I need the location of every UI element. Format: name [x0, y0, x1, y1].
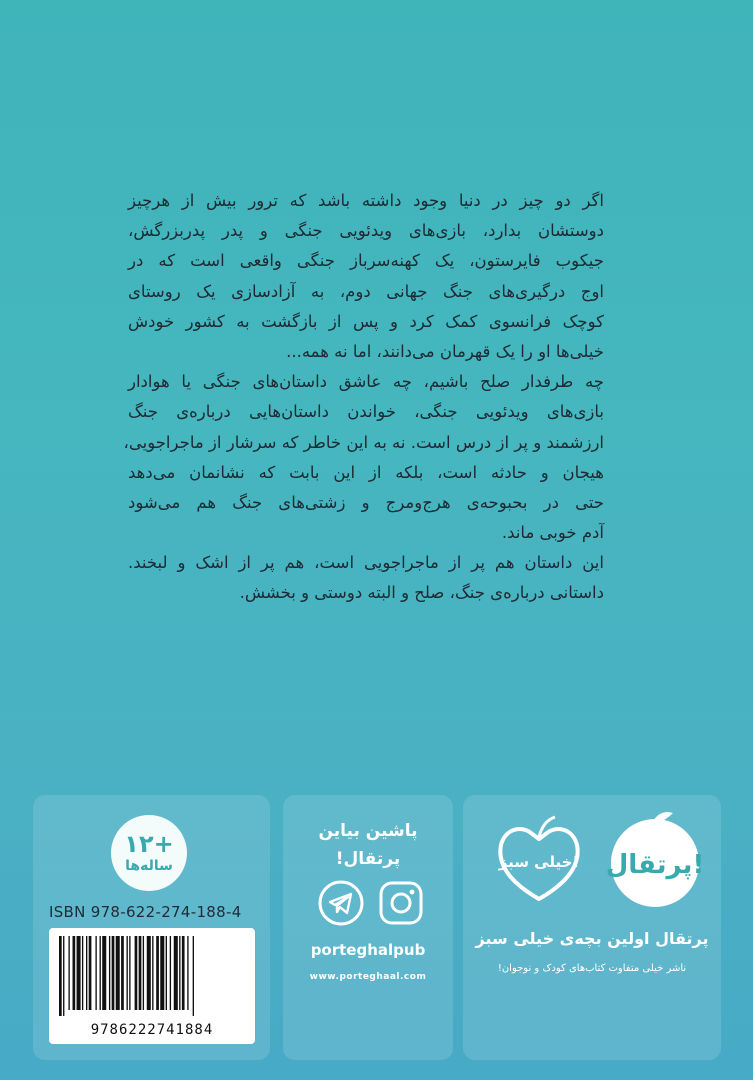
kheili-sabz-logo-icon	[491, 809, 587, 905]
social-handle[interactable]: porteghalpub	[310, 941, 426, 959]
barcode-bars-icon	[59, 936, 245, 1016]
blurb-line: چه طرفدار صلح باشیم، چه عاشق داستان‌های جنگی یا هوادار	[128, 372, 604, 392]
social-icons	[317, 879, 427, 929]
publisher-tagline: ناشر خیلی متفاوت کتاب‌های کودک و نوجوان!	[497, 963, 687, 974]
blurb-line: کوچک فرانسوی کمک کرد و پس از بازگشت به کشور خودش	[128, 311, 604, 331]
blurb-line: بازی‌های ویدئویی جنگی، خواندن داستان‌هایی درباره‌ی جنگ	[128, 402, 604, 422]
follow-text	[283, 817, 453, 873]
age-badge	[111, 815, 187, 891]
blurb-line: اوج درگیری‌های جنگ جهانی دوم، به آزادسازی یک روستای	[128, 281, 604, 301]
follow-text-line-1: پاشین بیاین	[318, 821, 418, 841]
age-unit: ساله‌ها	[125, 858, 173, 874]
blurb-line: هیجان و حادثه است، بلکه از این بابت که نشانمان می‌دهد	[128, 462, 604, 482]
website-link[interactable]: www.porteghaal.com	[309, 972, 427, 982]
blurb-line: این داستان هم پر از ماجراجویی است، هم پر از اشک و لبخند.	[128, 553, 604, 573]
logo2-text: خیلی سبز!	[498, 853, 580, 871]
back-cover-footer	[33, 795, 721, 1060]
isbn-label: ISBN 978-622-274-188-4	[49, 903, 242, 921]
barcode-digits: 9786222741884	[90, 1022, 214, 1038]
blurb-line: جیکوب فایرستون، یک کهنه‌سرباز جنگی واقعی است که در	[128, 251, 604, 271]
blurb-line: اگر دو چیز در دنیا وجود داشته باشد که ترور بیش از هرچیز	[128, 191, 604, 210]
blurb-line: داستانی درباره‌ی جنگ، صلح و البته دوستی و بخشش.	[239, 583, 604, 603]
back-cover-blurb	[123, 186, 604, 609]
blurb-line: دوستشان بدارد، بازی‌های ویدئویی جنگی و پدر پدربزرگش،	[128, 221, 604, 241]
blurb-line: آدم خوبی ماند.	[501, 523, 604, 543]
logo-text: پرتقال!	[605, 850, 705, 880]
age-number: ۱۲+	[124, 830, 174, 858]
instagram-icon[interactable]	[377, 879, 425, 927]
porteghal-logo-icon	[603, 807, 707, 911]
blurb-line: حتی در بحبوحه‌ی هرج‌ومرج و زشتی‌های جنگ هم می‌شود	[128, 492, 604, 512]
blurb-line: خیلی‌ها او را یک قهرمان می‌دانند، اما نه همه...	[286, 341, 604, 361]
telegram-icon[interactable]	[317, 879, 365, 927]
barcode	[49, 928, 255, 1044]
publisher-slogan: پرتقال اولین بچه‌ی خیلی سبز	[475, 929, 709, 948]
blurb-line: ارزشمند و پر از درس است. نه به این خاطر که سرشار از ماجراجویی،	[123, 432, 604, 452]
follow-text-line-2: پرتقال!	[335, 849, 401, 869]
